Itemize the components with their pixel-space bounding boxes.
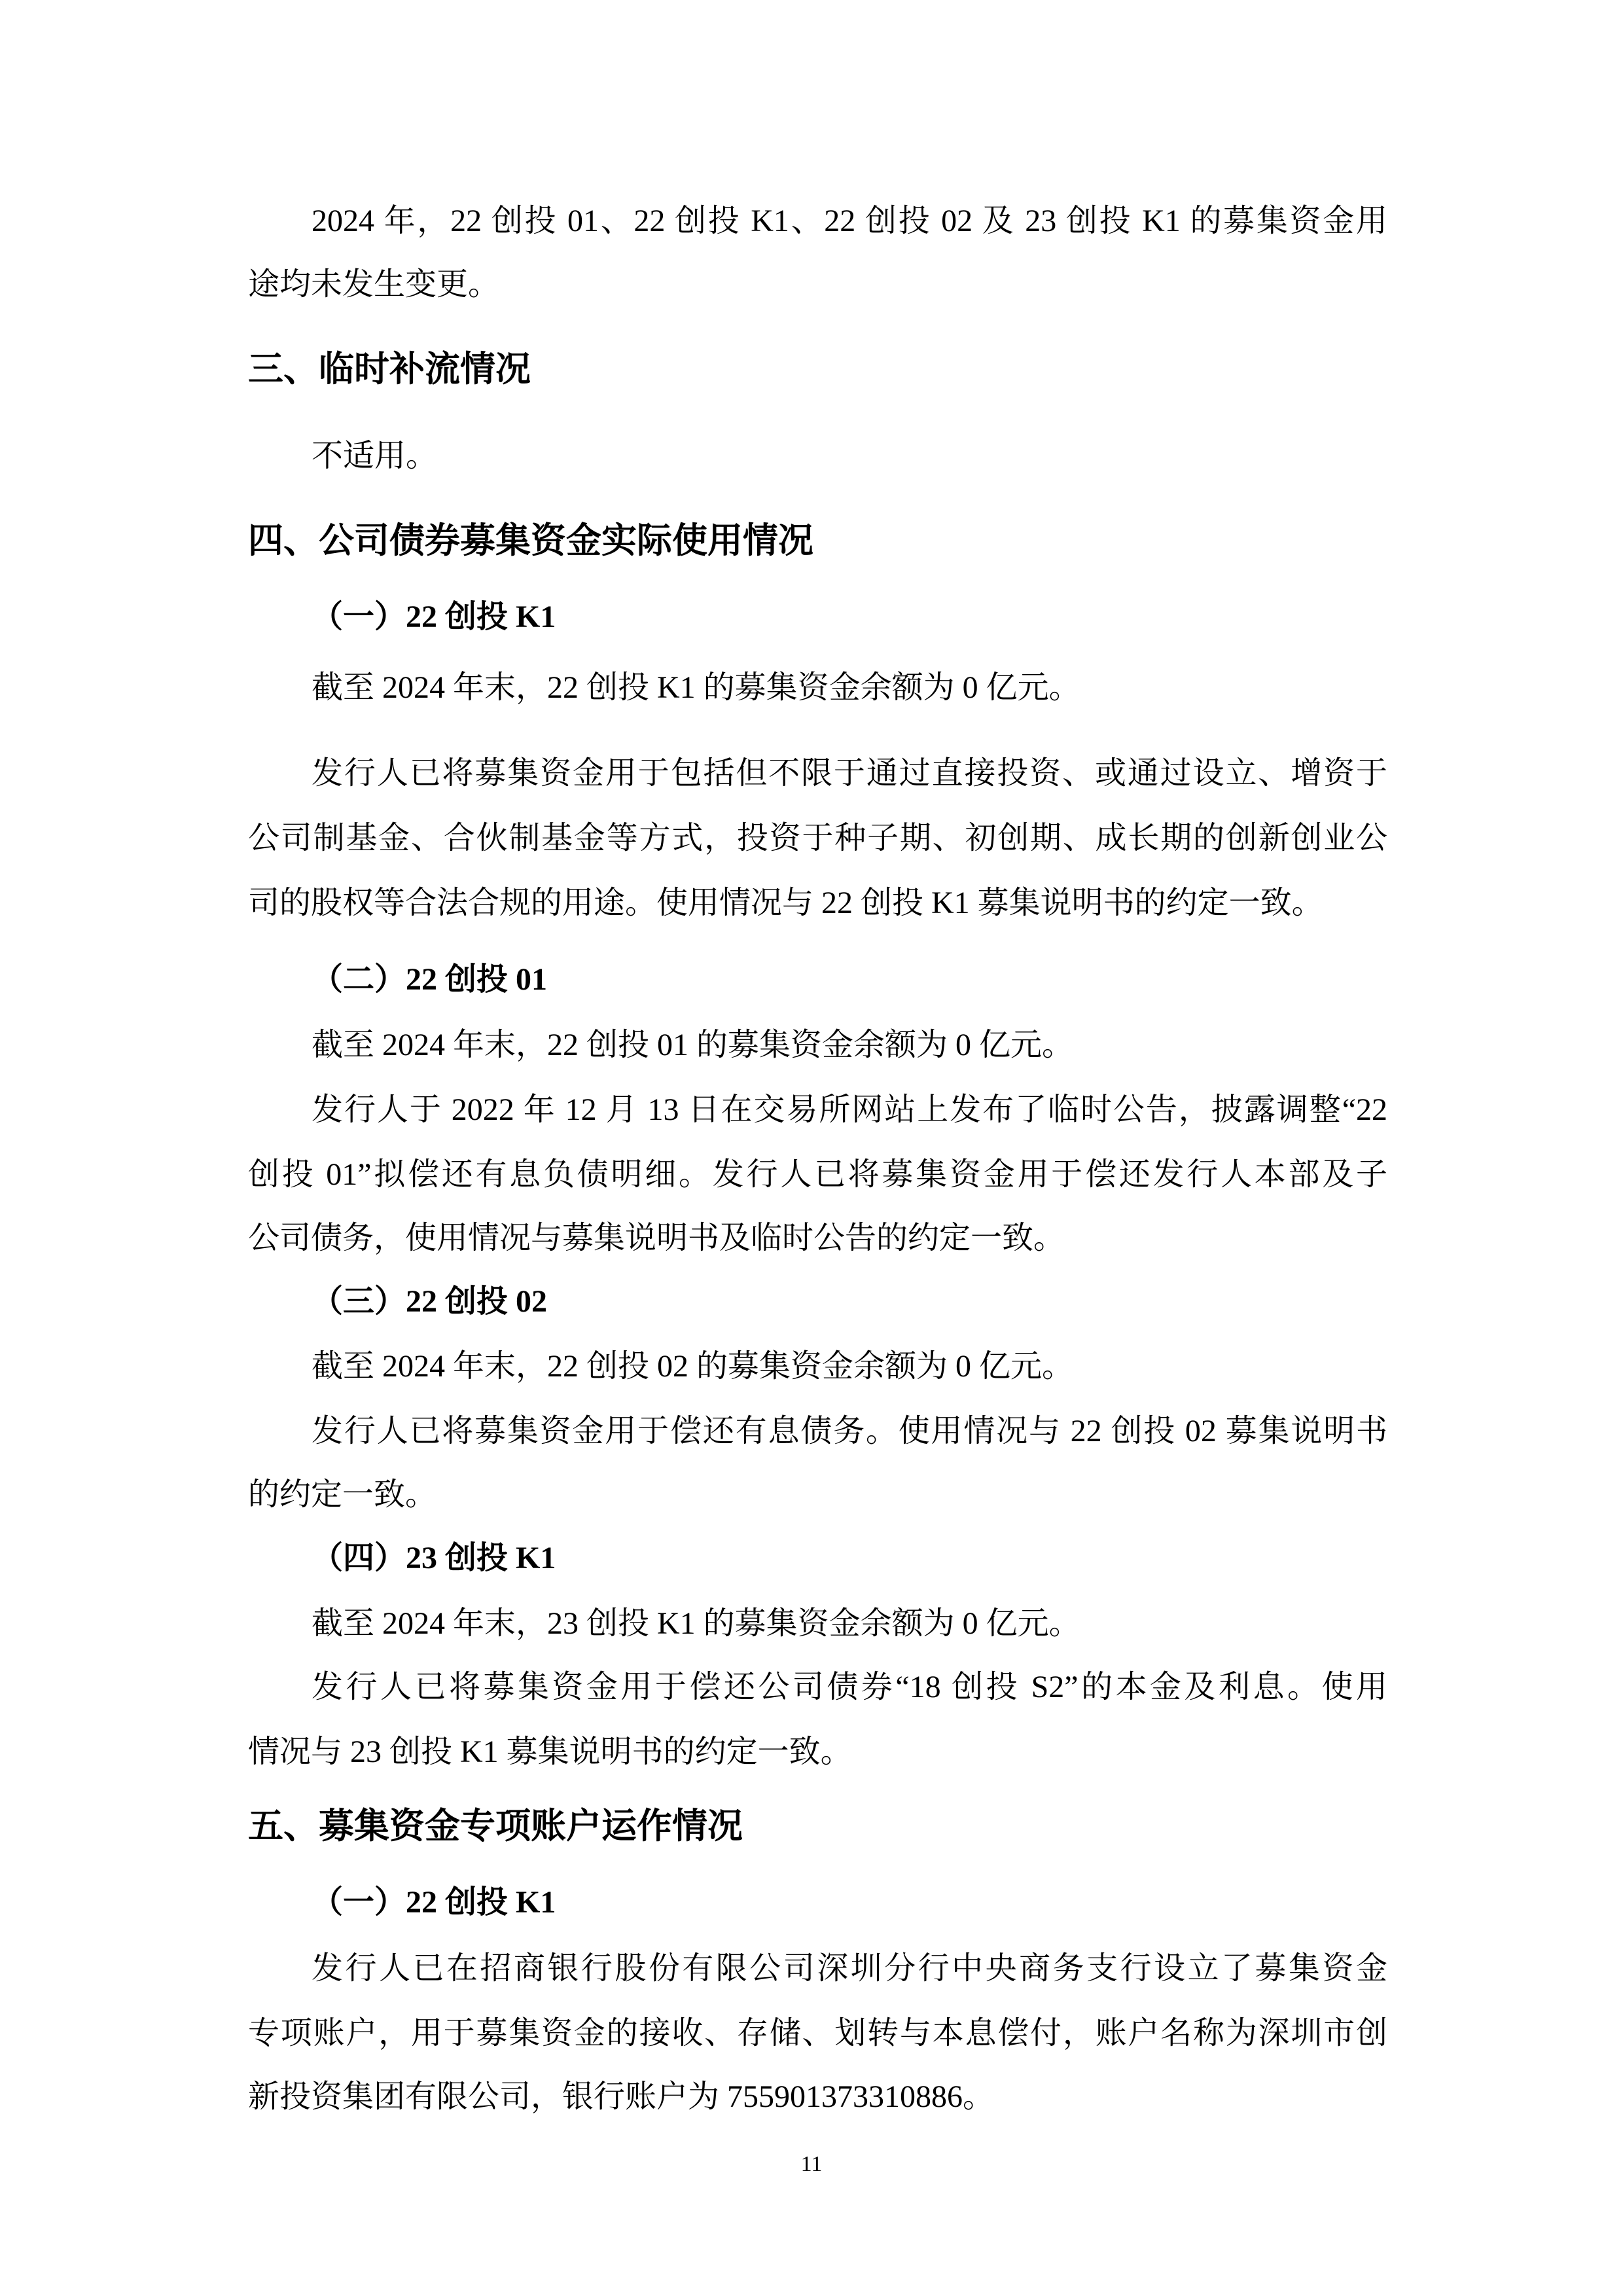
paragraph-line: 途均未发生变更。 xyxy=(248,267,500,302)
subsection-heading: （二）22 创投 01 xyxy=(312,962,548,997)
paragraph-line: 截至 2024 年末，22 创投 K1 的募集资金余额为 0 亿元。 xyxy=(312,670,1080,705)
paragraph-line: 发行人已在招商银行股份有限公司深圳分行中央商务支行设立了募集资金 xyxy=(312,1951,1387,1986)
subsection-heading: （三）22 创投 02 xyxy=(312,1284,548,1319)
paragraph-line: 2024 年，22 创投 01、22 创投 K1、22 创投 02 及 23 创投 K1 的募集资金用 xyxy=(312,204,1387,238)
paragraph-line: 截至 2024 年末，22 创投 01 的募集资金余额为 0 亿元。 xyxy=(312,1028,1074,1062)
paragraph-line: 公司债务，使用情况与募集说明书及临时公告的约定一致。 xyxy=(248,1221,1065,1255)
section-heading-3: 三、临时补流情况 xyxy=(248,348,531,389)
subsection-heading: （一）22 创投 K1 xyxy=(312,1885,556,1920)
paragraph-line: 公司制基金、合伙制基金等方式，投资于种子期、初创期、成长期的创新创业公 xyxy=(248,821,1387,855)
paragraph-line: 截至 2024 年末，23 创投 K1 的募集资金余额为 0 亿元。 xyxy=(312,1606,1080,1641)
paragraph-line: 发行人于 2022 年 12 月 13 日在交易所网站上发布了临时公告，披露调整“22 xyxy=(312,1092,1387,1127)
paragraph-line: 发行人已将募集资金用于偿还有息债务。使用情况与 22 创投 02 募集说明书 xyxy=(312,1414,1387,1448)
paragraph-line: 新投资集团有限公司，银行账户为 755901373310886。 xyxy=(248,2079,995,2114)
paragraph-line: 专项账户，用于募集资金的接收、存储、划转与本息偿付，账户名称为深圳市创 xyxy=(248,2016,1387,2051)
paragraph-line: 的约定一致。 xyxy=(248,1477,437,1512)
paragraph-line: 司的股权等合法合规的用途。使用情况与 22 创投 K1 募集说明书的约定一致。 xyxy=(248,886,1323,920)
section-heading-4: 四、公司债券募集资金实际使用情况 xyxy=(248,520,813,561)
paragraph-line: 情况与 23 创投 K1 募集说明书的约定一致。 xyxy=(248,1734,852,1769)
paragraph-line: 截至 2024 年末，22 创投 02 的募集资金余额为 0 亿元。 xyxy=(312,1349,1074,1384)
paragraph-line: 发行人已将募集资金用于偿还公司债券“18 创投 S2”的本金及利息。使用 xyxy=(312,1670,1387,1704)
paragraph-line: 创投 01”拟偿还有息负债明细。发行人已将募集资金用于偿还发行人本部及子 xyxy=(248,1157,1387,1192)
page-number: 11 xyxy=(800,2152,823,2176)
subsection-heading: （一）22 创投 K1 xyxy=(312,600,556,634)
paragraph-line: 发行人已将募集资金用于包括但不限于通过直接投资、或通过设立、增资于 xyxy=(312,756,1387,791)
section-heading-5: 五、募集资金专项账户运作情况 xyxy=(248,1805,743,1846)
paragraph-line: 不适用。 xyxy=(312,439,438,473)
subsection-heading: （四）23 创投 K1 xyxy=(312,1541,556,1575)
